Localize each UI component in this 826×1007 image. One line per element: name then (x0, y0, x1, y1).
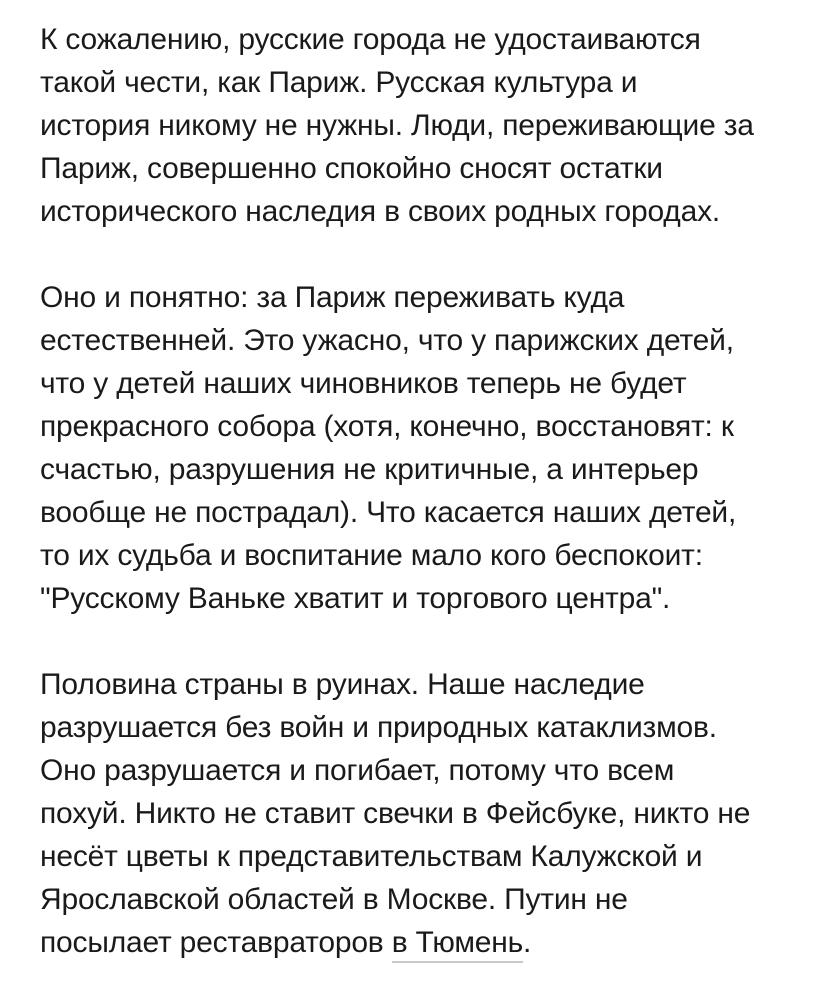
text-line: прекрасного собора (хотя, конечно, восстановят: к (40, 410, 734, 443)
text-line: разрушается без войн и природных катаклизмов. (40, 711, 717, 744)
paragraph-1 (40, 18, 816, 233)
article-text (40, 18, 816, 1007)
text-line: такой чести, как Париж. Русская культура и (40, 66, 638, 99)
text-line: исторического наследия в своих родных городах. (40, 195, 721, 228)
text-line: счастью, разрушения не критичные, а интерьер (40, 453, 699, 486)
text-line: вообще не пострадал). Что касается наших детей, (40, 496, 737, 529)
text-line: Ярославской областей в Москве. Путин не (40, 883, 628, 916)
text-line-last (40, 921, 816, 964)
text-fragment: посылает реставраторов (40, 926, 392, 959)
paragraph-3 (40, 663, 816, 964)
text-line: Оно и понятно: за Париж переживать куда (40, 281, 625, 314)
text-line: несёт цветы к представительствам Калужской и (40, 840, 703, 873)
text-fragment-end: . (523, 926, 532, 959)
text-line: Оно разрушается и погибает, потому что всем (40, 754, 675, 787)
text-line: Половина страны в руинах. Наше наследие (40, 668, 645, 701)
text-line: естественней. Это ужасно, что у парижских детей, (40, 324, 734, 357)
paragraph-2 (40, 276, 816, 620)
tyumen-link[interactable]: в Тюмень (392, 926, 523, 963)
text-line: Париж, совершенно спокойно сносят остатки (40, 152, 663, 185)
text-line: К сожалению, русские города не удостаиваются (40, 23, 701, 56)
text-line: история никому не нужны. Люди, переживающие за (40, 109, 754, 142)
text-line: "Русскому Ваньке хватит и торгового центра". (40, 582, 671, 615)
text-line: то их судьба и воспитание мало кого беспокоит: (40, 539, 703, 572)
text-line: похуй. Никто не ставит свечки в Фейсбуке, никто не (40, 797, 751, 830)
text-line: что у детей наших чиновников теперь не будет (40, 367, 687, 400)
